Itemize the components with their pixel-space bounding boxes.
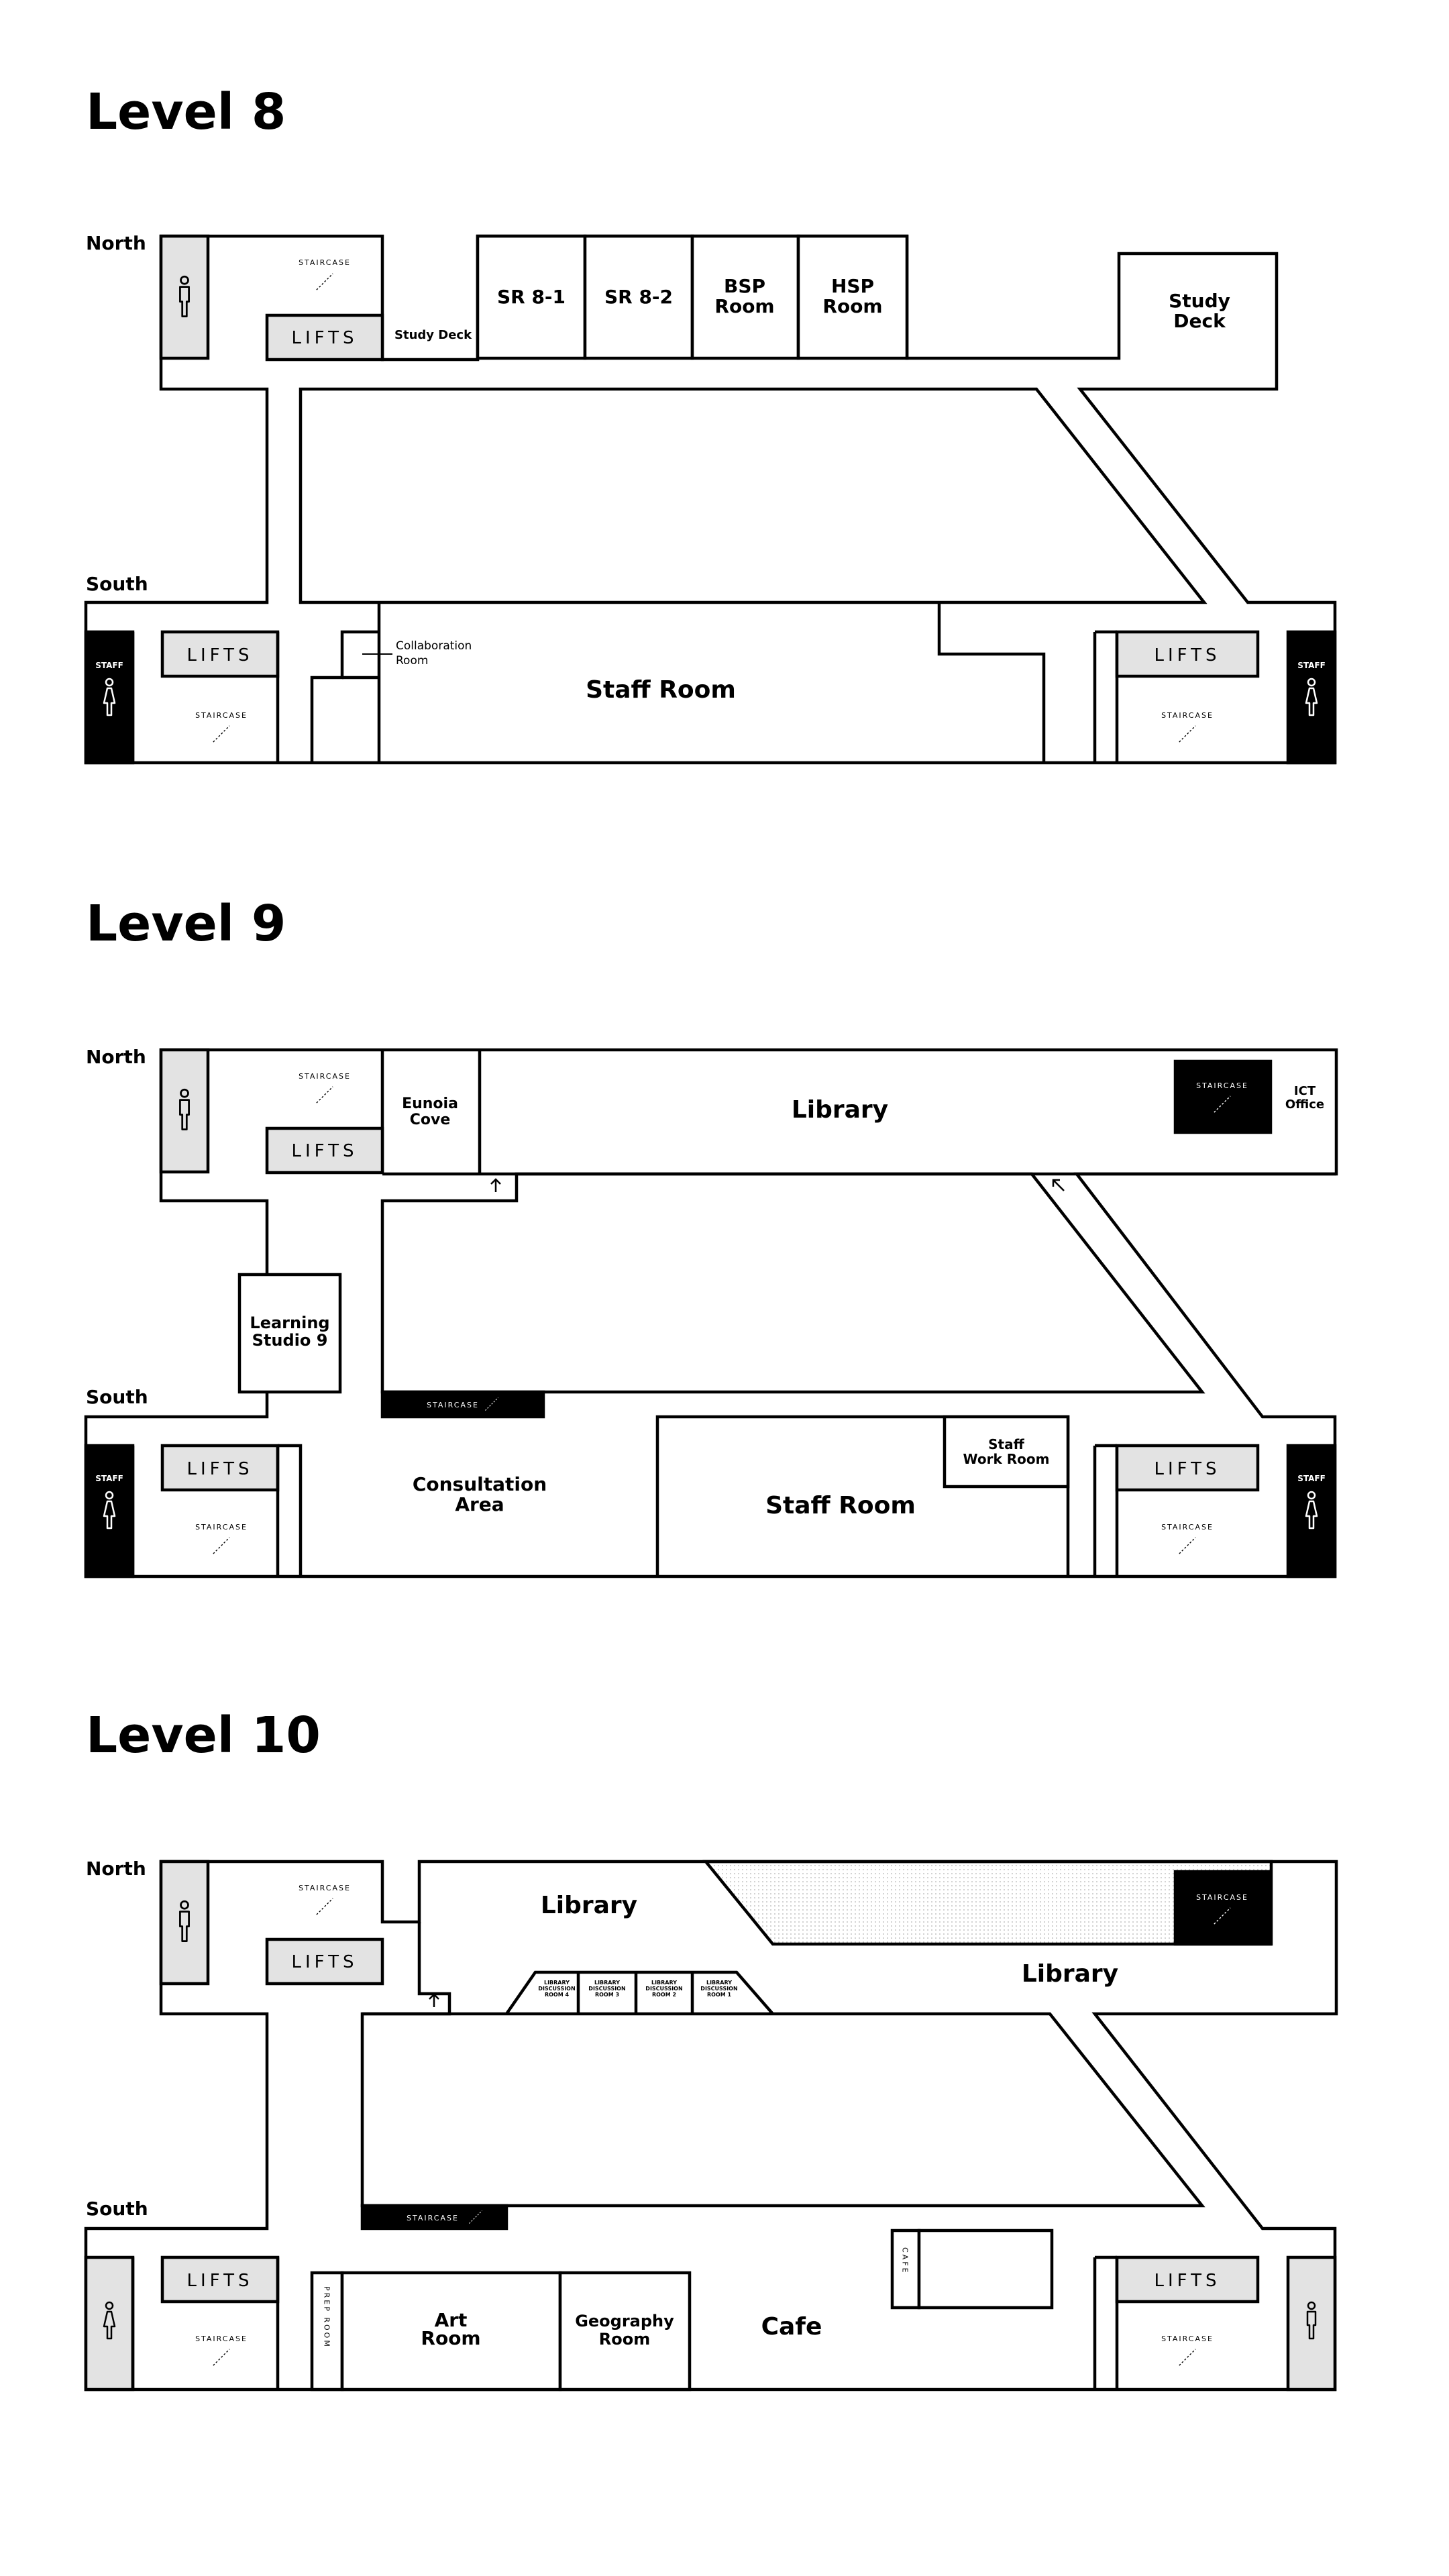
level-9-staff-toilet-right [1288,1446,1335,1576]
level-8-south-left-staircase-label: STAIRCASE [195,711,248,720]
level-9-learning-label-1: Learning [250,1313,330,1332]
level-8-north-toilet [161,236,208,358]
level-9-staff-toilet-left [86,1446,133,1576]
level-8-staff-toilet-left [86,632,133,763]
level-8-collab-label-1: Collaboration [396,639,472,653]
stair-icon [317,1898,333,1915]
level-8-staff-right-label: STAFF [1297,661,1326,670]
discussion-4-label-3: ROOM 4 [544,1992,570,1998]
level-8-staff-room-label: Staff Room [586,676,736,704]
level-10-map [86,1707,1336,2390]
level-9-library-label: Library [791,1096,889,1124]
discussion-1-label-3: ROOM 1 [706,1992,732,1998]
level-9-consult-label-1: Consultation [412,1473,547,1495]
level-8-south-left-lifts-label: LIFTS [186,645,254,665]
level-10-south-right-staircase-label: STAIRCASE [1161,2334,1214,2343]
level-10-courtyard [362,2014,1202,2206]
level-8-south-right-lifts-label: LIFTS [1154,645,1221,665]
arrow-up-left-icon [1053,1180,1064,1191]
level-9-south-right-lifts-label: LIFTS [1154,1459,1221,1479]
arrow-up-icon [429,1994,439,2007]
level-8-staff-toilet-right [1288,632,1335,763]
discussion-2-label-3: ROOM 2 [651,1992,677,1998]
level-10-cafe-kitchen [919,2231,1052,2308]
level-8-south-right-staircase-label: STAIRCASE [1161,711,1214,720]
level-10-south-left-toilet [86,2257,133,2390]
level-9-south-label: South [86,1386,148,1408]
level-10-geo-label-2: Room [598,2330,651,2349]
level-8-staff-left-label: STAFF [95,661,123,670]
discussion-4-label-1: LIBRARY [543,1980,570,1986]
level-9-north-toilet [161,1050,208,1172]
level-10-cafe-label: Cafe [761,2313,822,2341]
stair-icon [1179,2349,1195,2365]
level-10-library-staircase-label: STAIRCASE [1196,1893,1248,1902]
level-8-title: Level 8 [86,83,286,141]
level-9-consult-label-2: Area [455,1493,504,1515]
level-9-south-left-lifts-label: LIFTS [186,1459,254,1479]
level-8-bsp-label-2: Room [714,295,775,317]
level-9-ict-label-1: ICT [1293,1084,1316,1098]
level-10-title: Level 10 [86,1707,321,1764]
level-8-north-label: North [86,232,146,254]
level-9-eunoia-label-1: Eunoia [402,1095,458,1112]
level-8-collab-label-2: Room [396,654,429,667]
level-9-map [86,895,1336,1576]
discussion-1-label-2: DISCUSSION [700,1986,738,1992]
discussion-3-label-2: DISCUSSION [588,1986,626,1992]
level-9-staff-work-label-2: Work Room [963,1451,1050,1467]
stair-icon [213,2349,229,2365]
wall [278,1446,301,1576]
level-9-south-right-staircase-label: STAIRCASE [1161,1523,1214,1532]
level-9-staff-work-label-1: Staff [988,1436,1024,1452]
level-9-library-staircase [1175,1061,1271,1132]
level-9-learning-label-2: Studio 9 [252,1331,328,1350]
level-10-north-label: North [86,1858,146,1880]
level-10-library-staircase [1175,1872,1271,1944]
level-10-north-staircase-label: STAIRCASE [299,1884,351,1892]
discussion-2-label-2: DISCUSSION [645,1986,683,1992]
level-8-study-deck-small: Study Deck [394,328,472,342]
arrow-up-icon [491,1179,500,1192]
stair-icon [213,1538,229,1554]
level-9-courtyard [382,1174,1202,1392]
level-8-map [86,83,1335,763]
discussion-1-label-1: LIBRARY [706,1980,733,1986]
level-10-library-left-label: Library [540,1892,638,1919]
level-10-south-right-lifts-label: LIFTS [1154,2271,1221,2291]
level-9-library-staircase-label: STAIRCASE [1196,1081,1248,1090]
level-10-art-label-1: Art [434,2309,468,2331]
level-10-prep-room-label: PREP ROOM [322,2286,331,2349]
wall [312,632,379,763]
level-10-south-label: South [86,2198,148,2220]
stair-icon [213,726,229,742]
level-8-south-label: South [86,573,148,595]
level-10-south-left-lifts-label: LIFTS [186,2271,254,2291]
level-9-staff-right-label: STAFF [1297,1474,1326,1483]
level-10-art-label-2: Room [421,2327,481,2349]
level-10-library-right-label: Library [1021,1960,1119,1988]
level-8-sr81-label: SR 8-1 [496,286,566,308]
discussion-4-label-2: DISCUSSION [538,1986,576,1992]
level-8-sr82-label: SR 8-2 [604,286,674,308]
level-9-south-left-staircase-label: STAIRCASE [195,1523,248,1532]
stair-icon [317,1087,333,1103]
discussion-3-label-3: ROOM 3 [594,1992,620,1998]
level-9-eunoia-label-2: Cove [409,1112,451,1128]
level-9-north-staircase-label: STAIRCASE [299,1072,351,1081]
level-8-hsp-label-1: HSP [830,275,875,297]
level-9-staff-room-label: Staff Room [765,1492,916,1519]
level-10-south-right-toilet [1288,2257,1335,2390]
level-8-study-deck-label-1: Study [1169,290,1230,312]
level-9-north-lifts-label: LIFTS [291,1141,358,1161]
level-10-cafe-counter-label: CAFE [900,2247,910,2275]
level-8-study-deck-label-2: Deck [1173,310,1226,332]
stair-icon [317,274,333,290]
level-10-north-toilet [161,1862,208,1984]
level-8-north-staircase-label: STAIRCASE [299,258,351,267]
level-8-north-lifts-label: LIFTS [291,328,358,348]
level-9-central-staircase-label: STAIRCASE [427,1401,479,1409]
level-8-bsp-label-1: BSP [723,275,766,297]
stair-icon [1179,726,1195,742]
level-9-staff-left-label: STAFF [95,1474,123,1483]
stair-icon [1179,1538,1195,1554]
level-8-hsp-label-2: Room [822,295,883,317]
discussion-3-label-1: LIBRARY [594,1980,621,1986]
level-9-title: Level 9 [86,895,286,953]
level-10-geo-label-1: Geography [575,2312,674,2330]
level-8-courtyard [301,389,1204,602]
level-9-north-label: North [86,1046,146,1068]
level-10-north-lifts-label: LIFTS [291,1952,358,1972]
discussion-2-label-1: LIBRARY [651,1980,678,1986]
level-8-staff-room-wall [939,602,1044,763]
level-9-ict-label-2: Office [1285,1097,1325,1112]
level-10-central-staircase-label: STAIRCASE [407,2214,459,2222]
level-10-south-left-staircase-label: STAIRCASE [195,2334,248,2343]
